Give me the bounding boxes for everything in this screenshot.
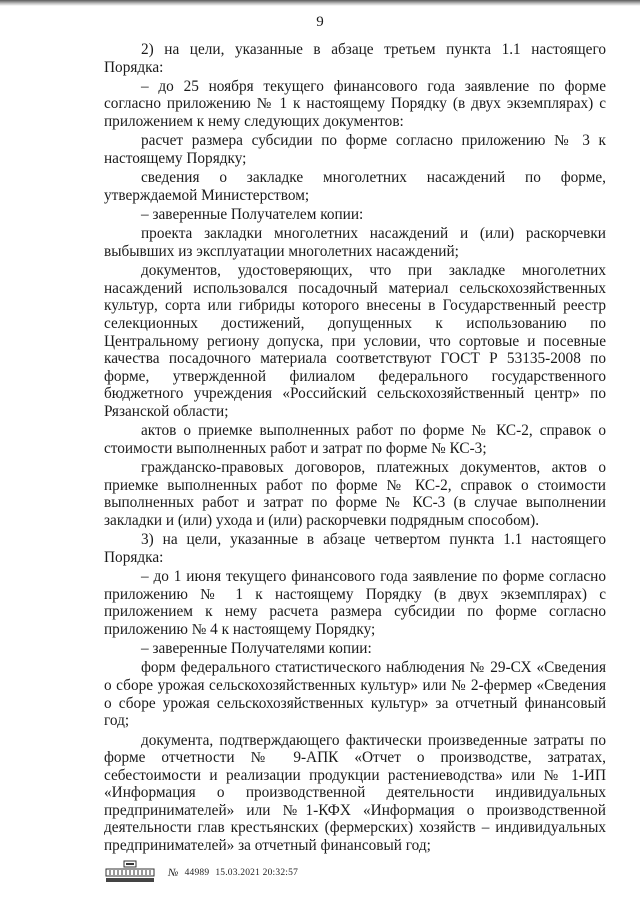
- paragraph: проекта закладки многолетних насаждений и (или) раскорчевки выбывших из эксплуатации многолетних насаждений;: [104, 225, 606, 260]
- paragraph: документов, удостоверяющих, что при закладке многолетних насаждений использовался посадочный материал сельскохозяйственных культур, сорта или гибриды которого внесены в Государственный реестр селекционных достижений, допущенных к использованию по Центральному региону допуска, при условии, что сортовые и посевные качества посадочного материала соответствуют ГОСТ Р 53135-2008 по форме, утвержденной филиалом федерального государственного бюджетного учреждения «Российский сельскохозяйственный центр» по Рязанской области;: [104, 262, 606, 420]
- registry-mark: №: [168, 867, 179, 879]
- page-number: 9: [316, 14, 324, 30]
- paragraph: сведения о закладке многолетних насаждений по форме, утверждаемой Министерством;: [104, 169, 606, 204]
- registry-number: 44989: [184, 868, 210, 878]
- paragraph: – заверенные Получателем копии:: [141, 206, 364, 224]
- paragraph: – до 25 ноября текущего финансового года заявление по форме согласно приложению № 1 к настоящему Порядку (в двух экземплярах) с приложением к нему следующих документов:: [104, 77, 606, 131]
- document-system-logo-icon: [104, 860, 156, 886]
- document-body: [104, 41, 606, 856]
- document-footer: [104, 858, 298, 888]
- paragraph: документа, подтверждающего фактически произведенные затраты по форме отчетности № 9-АПК «Отчет о производстве, затратах, себестоимости и реализации продукции растениеводства» или № 1-ИП «Информация о производственной деятельности индивидуальных предпринимателей» или №1-КФХ «Информация о производственной деятельности глав крестьянских (фермерских) хозяйств – индивидуальных предпринимателей» за отчетный финансовый год;: [104, 731, 606, 855]
- paragraph: 3) на цели, указанные в абзаце четвертом пункта 1.1 настоящего Порядка:: [104, 531, 606, 566]
- paragraph: актов о приемке выполненных работ по форме № КС-2, справок о стоимости выполненных работ и затрат по форме № КС-3;: [104, 422, 606, 457]
- paragraph: 2) на цели, указанные в абзаце третьем пункта 1.1 настоящего Порядка:: [104, 41, 606, 76]
- registry-datetime: 15.03.2021 20:32:57: [215, 868, 299, 878]
- paragraph: – заверенные Получателями копии:: [141, 640, 372, 658]
- paragraph: форм федерального статистического наблюдения № 29-СХ «Сведения о сборе урожая сельскохозяйственных культур» или № 2-фермер «Сведения о сборе урожая сельскохозяйственных культур» за отчетный финансовый год;: [104, 659, 606, 730]
- paragraph: расчет размера субсидии по форме согласно приложению № 3 к настоящему Порядку;: [104, 132, 606, 167]
- paragraph: – до 1 июня текущего финансового года заявление по форме согласно приложению № 1 к настоящему Порядку (в двух экземплярах) с приложением к нему расчета размера субсидии по форме согласно приложению № 4 к настоящему Порядку;: [104, 568, 606, 638]
- registry-stamp: [168, 867, 298, 879]
- scan-edge: [0, 0, 640, 6]
- paragraph: гражданско-правовых договоров, платежных документов, актов о приемке выполненных работ по форме № КС-2, справок о стоимости выполненных работ и затрат по форме № КС-3 (в случае выполнении закладки и (или) ухода и (или) раскорчевки подрядным способом).: [104, 459, 606, 529]
